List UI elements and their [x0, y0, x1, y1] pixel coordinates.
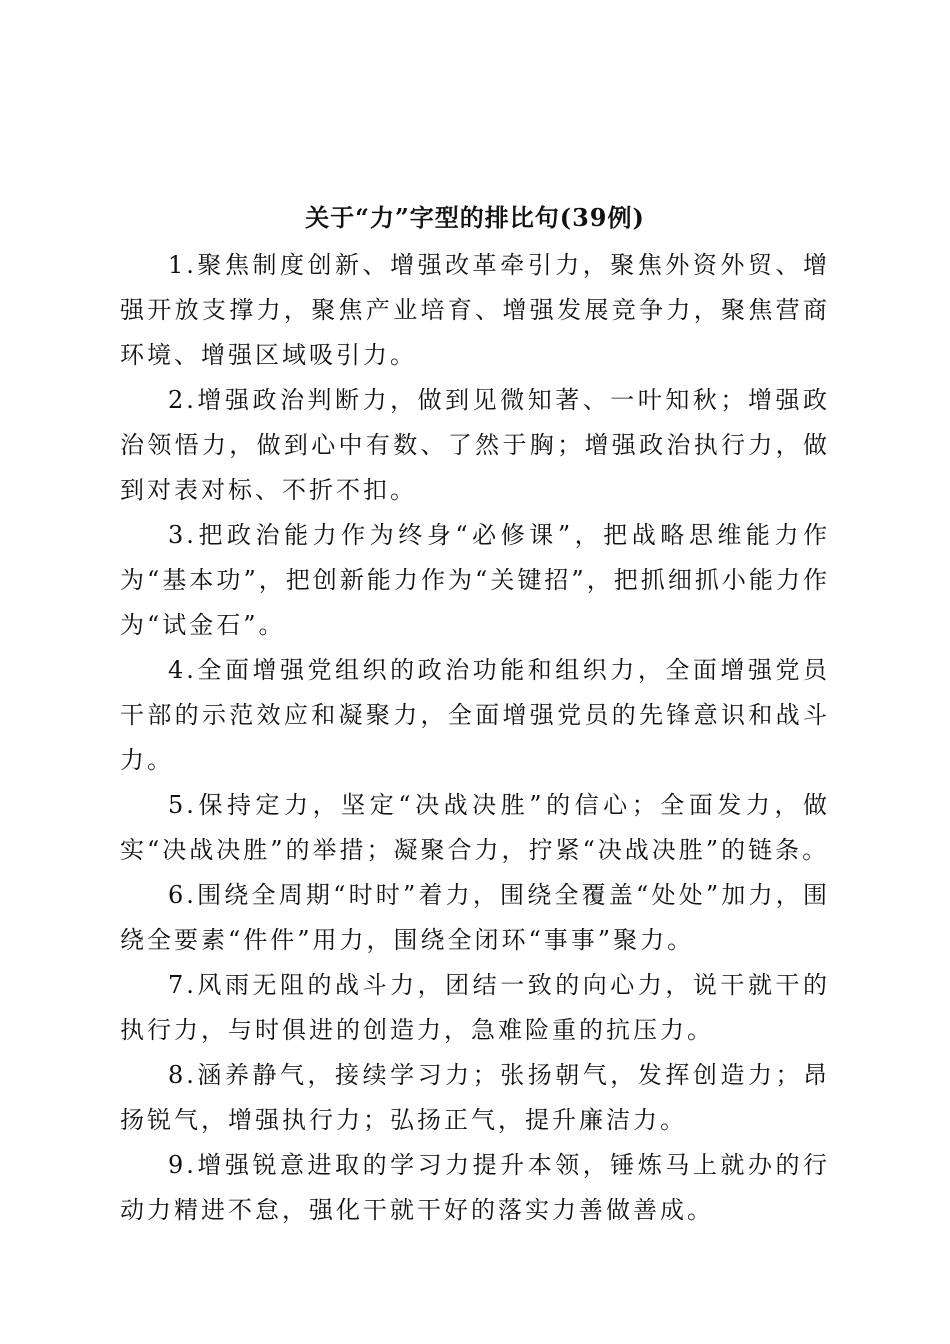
paragraph-3: 3.把政治能力作为终身“必修课”，把战略思维能力作为“基本功”，把创新能力作为“关键招”，把抓细抓小能力作为“试金石”。 — [120, 521, 830, 639]
paragraph-7: 7.风雨无阻的战斗力，团结一致的向心力，说干就干的执行力，与时俱进的创造力，急难险重的抗压力。 — [120, 971, 830, 1044]
document-body — [120, 243, 830, 1233]
paragraph-1: 1.聚焦制度创新、增强改革牵引力，聚焦外资外贸、增强开放支撑力，聚焦产业培育、增强发展竞争力，聚焦营商环境、增强区域吸引力。 — [120, 251, 830, 369]
paragraph-5: 5.保持定力，坚定“决战决胜”的信心；全面发力，做实“决战决胜”的举措；凝聚合力，拧紧“决战决胜”的链条。 — [120, 791, 830, 864]
paragraph-6: 6.围绕全周期“时时”着力，围绕全覆盖“处处”加力，围绕全要素“件件”用力，围绕全闭环“事事”聚力。 — [120, 881, 830, 954]
paragraph-2: 2.增强政治判断力，做到见微知著、一叶知秋；增强政治领悟力，做到心中有数、了然于胸；增强政治执行力，做到对表对标、不折不扣。 — [120, 386, 830, 504]
paragraph-8: 8.涵养静气，接续学习力；张扬朝气，发挥创造力；昂扬锐气，增强执行力；弘扬正气，提升廉洁力。 — [120, 1061, 830, 1134]
paragraph-9: 9.增强锐意进取的学习力提升本领，锤炼马上就办的行动力精进不怠，强化干就干好的落实力善做善成。 — [120, 1151, 830, 1224]
document-title: 关于“力”字型的排比句(39例) — [305, 203, 645, 232]
paragraph-4: 4.全面增强党组织的政治功能和组织力，全面增强党员干部的示范效应和凝聚力，全面增强党员的先锋意识和战斗力。 — [120, 656, 830, 774]
